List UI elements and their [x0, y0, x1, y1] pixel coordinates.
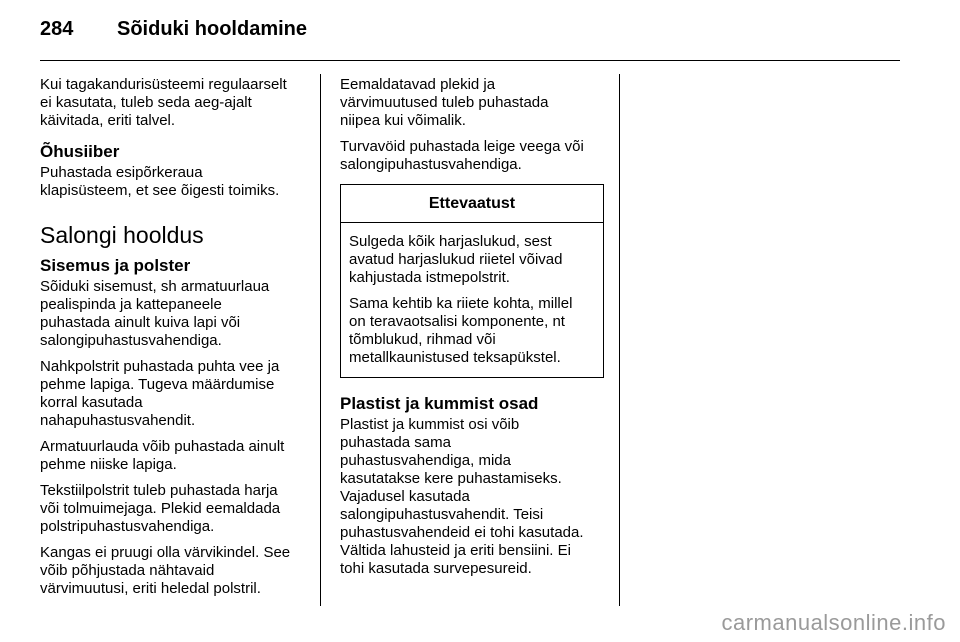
warning-paragraph: Sulgeda kõik harjaslukud, sest avatud harjaslukud riietel võivad kahjustada istmepolstrit.: [349, 233, 563, 286]
plastist-text: Plastist ja kummist osi võib puhastada sama puhastusvahendiga, mida kasutatakse kere puhastamiseks. Vajadusel kasutada salongipuhastusvahendit. Teisi puhastusvahendeid ei tohi kasutada. Vältida lahusteid ja eriti bensiini. Ei tohi kasutada survepesureid.: [340, 416, 584, 577]
body-paragraph: Sõiduki sisemust, sh armatuurlaua pealispinda ja kattepaneele puhastada ainult kuiva lapi või salongipuhastusvahendiga.: [40, 278, 270, 349]
ohusiiber-text: Puhastada esipõrkeraua klapisüsteem, et see õigesti toimiks.: [40, 164, 280, 199]
body-paragraph: Kangas ei pruugi olla värvikindel. See võib põhjustada nähtavaid värvimuutusi, eriti heledal polstril.: [40, 544, 291, 597]
column-divider-left: [320, 74, 321, 606]
warning-box: [340, 184, 604, 378]
ohusiiber-heading: Õhusiiber: [40, 142, 120, 161]
warning-paragraph: Sama kehtib ka riiete kohta, millel on teravaotsalisi komponente, nt tõmblukud, rihmad või metallkaunistused teksapükstel.: [349, 295, 573, 366]
section-heading-salongi-hooldus: Salongi hooldus: [40, 222, 204, 248]
page-title: Sõiduki hooldamine: [117, 18, 308, 40]
body-paragraph: Turvavöid puhastada leige veega või salongipuhastusvahendiga.: [340, 138, 584, 173]
page-number: 284: [40, 18, 74, 40]
body-paragraph: Nahkpolstrit puhastada puhta vee ja pehme lapiga. Tugeva määrdumise korral kasutada nahapuhastusvahendit.: [40, 358, 280, 429]
middle-column: [340, 76, 604, 586]
body-paragraph: Tekstiilpolstrit tuleb puhastada harja või tolmuimejaga. Plekid eemaldada polstripuhastusvahendiga.: [40, 482, 281, 535]
body-paragraph: Eemaldatavad plekid ja värvimuutused tuleb puhastada niipea kui võimalik.: [340, 76, 549, 129]
body-paragraph: Armatuurlauda võib puhastada ainult pehme niiske lapiga.: [40, 438, 285, 473]
left-column: [40, 76, 312, 606]
header-rule: [40, 60, 900, 61]
warning-title: Ettevaatust: [341, 185, 603, 223]
intro-paragraph: Kui tagakandurisüsteemi regulaarselt ei kasutata, tuleb seda aeg-ajalt käivitada, eriti talvel.: [40, 76, 287, 129]
page-header: [40, 18, 900, 48]
column-divider-right: [619, 74, 620, 606]
watermark: carmanualsonline.info: [721, 610, 946, 635]
subsection-heading-sisemus: Sisemus ja polster: [40, 256, 191, 275]
subsection-heading-plastist: Plastist ja kummist osad: [340, 394, 539, 413]
warning-body: [341, 223, 603, 377]
